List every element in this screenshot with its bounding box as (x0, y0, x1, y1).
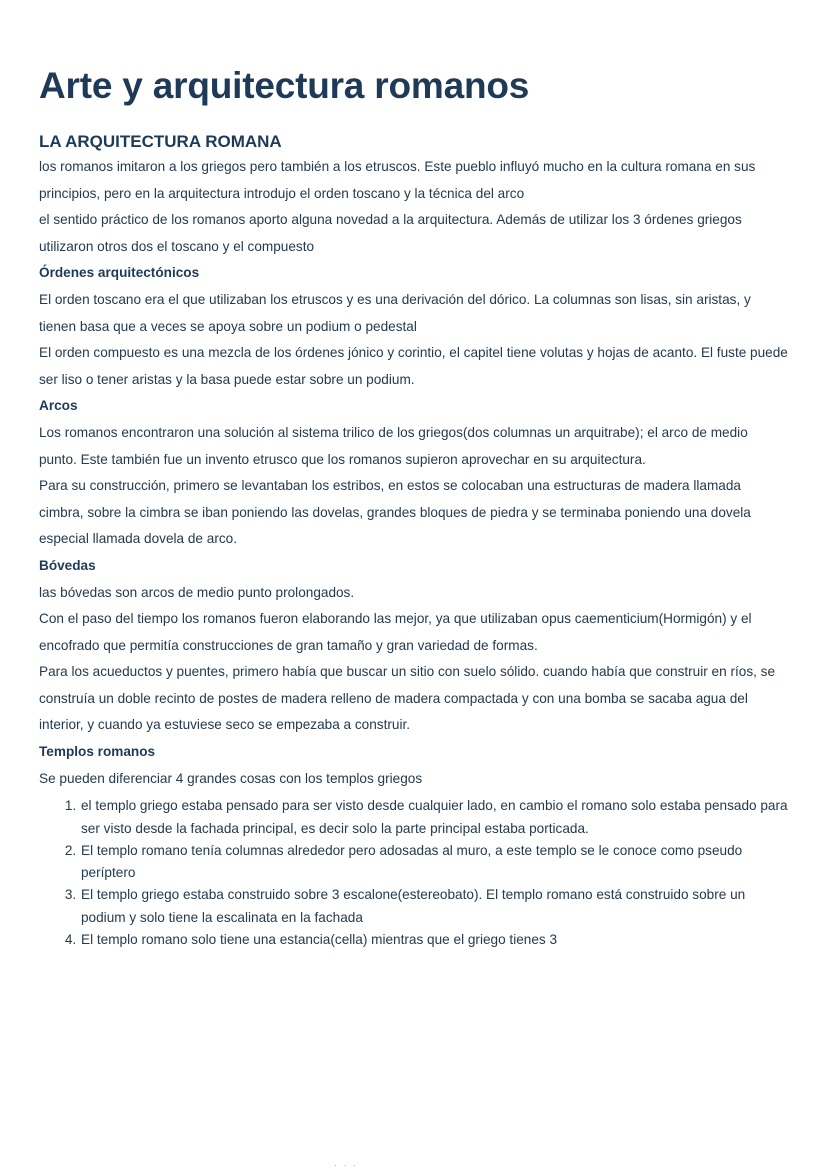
paragraph: Se pueden diferenciar 4 grandes cosas con los templos griegos (39, 770, 423, 786)
paragraph: el sentido práctico de los romanos aporto alguna novedad a la arquitectura. Además de utilizar los 3 órdenes griegos utilizaron otros dos el toscano y el compuesto (39, 212, 742, 254)
body-content (39, 154, 789, 792)
document-page (39, 64, 789, 951)
page-footer-mark: · · · (334, 1160, 358, 1170)
paragraph: Los romanos encontraron una solución al sistema trilico de los griegos(dos columnas un arquitrabe); el arco de medio punto. Este también fue un invento etrusco que los romanos supieron aprovechar en su arquitectura. (39, 424, 748, 467)
paragraph: Para los acueductos y puentes, primero había que buscar un sitio con suelo sólido. cuando había que construir en ríos, se construía un doble recinto de postes de madera relleno de madera compactada y con una bomba se sacaba agua del interior, y cuando ya estuviese seco se empezaba a construir. (39, 664, 776, 733)
subheading: Órdenes arquitectónicos (39, 265, 200, 281)
subheading: Arcos (39, 398, 78, 414)
list-item: 1. el templo griego estaba pensado para ser visto desde cualquier lado, en cambio el romano solo estaba pensado para ser visto desde la fachada principal, es decir solo la parte principal estaba porticada. (80, 795, 789, 840)
list-item: 4. El templo romano solo tiene una estancia(cella) mientras que el griego tienes 3 (80, 929, 789, 951)
paragraph: Para su construcción, primero se levantaban los estribos, en estos se colocaban una estructuras de madera llamada cimbra, sobre la cimbra se iban poniendo las dovelas, grandes bloques de piedra y se terminaba poniendo una dovela especial llamada dovela de arco. (39, 478, 751, 547)
list-item: 2. El templo romano tenía columnas alrededor pero adosadas al muro, a este templo se le conoce como pseudo períptero (80, 840, 789, 885)
page-title: Arte y arquitectura romanos (39, 65, 530, 106)
paragraph: Con el paso del tiempo los romanos fueron elaborando las mejor, ya que utilizaban opus caementicium(Hormigón) y el encofrado que permitía construcciones de gran tamaño y gran variedad de formas. (39, 611, 752, 653)
list-item: 3. El templo griego estaba construido sobre 3 escalone(estereobato). El templo romano está construido sobre un podium y solo tiene la escalinata en la fachada (80, 884, 789, 929)
subheading: Templos romanos (39, 744, 156, 760)
paragraph: los romanos imitaron a los griegos pero también a los etruscos. Este pueblo influyó mucho en la cultura romana en sus principios, pero en la arquitectura introdujo el orden toscano y la técnica del arco (39, 159, 756, 201)
section-heading: LA ARQUITECTURA ROMANA (39, 132, 282, 151)
temple-differences-list (39, 795, 789, 951)
subheading: Bóvedas (39, 557, 96, 573)
paragraph: El orden compuesto es una mezcla de los órdenes jónico y corintio, el capitel tiene volutas y hojas de acanto. El fuste puede ser liso o tener aristas y la basa puede estar sobre un podium. (39, 345, 788, 387)
paragraph: El orden toscano era el que utilizaban los etruscos y es una derivación del dórico. La columnas son lisas, sin aristas, y tienen basa que a veces se apoya sobre un podium o pedestal (39, 291, 751, 334)
paragraph: las bóvedas son arcos de medio punto prolongados. (39, 584, 355, 600)
